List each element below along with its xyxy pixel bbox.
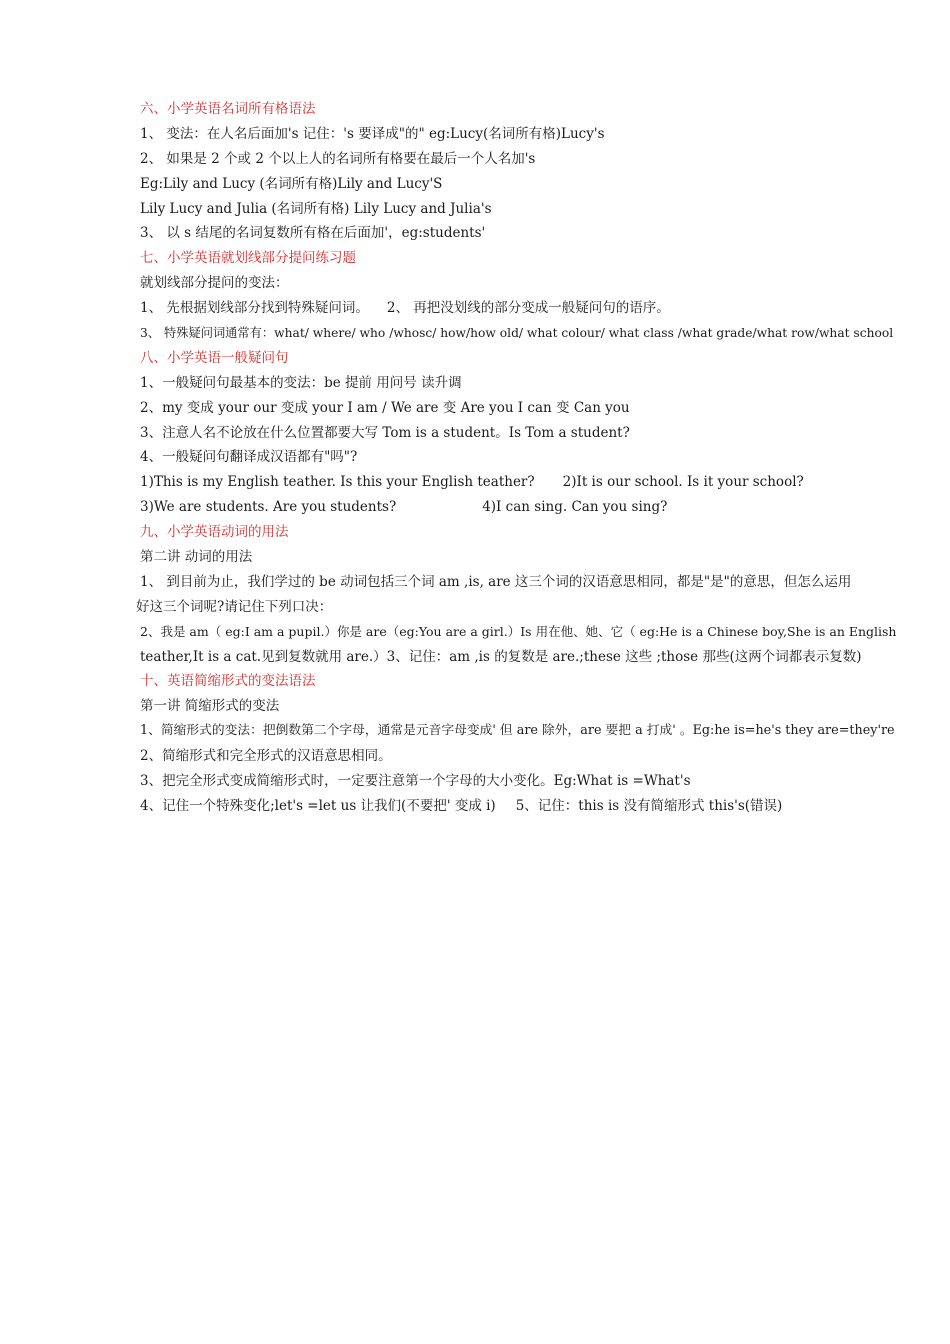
section-10-title: 十、英语简缩形式的变法语法	[140, 673, 316, 690]
section-9-line-3: 好这三个词呢?请记住下列口决：	[136, 598, 333, 615]
section-7-line-1: 就划线部分提问的变法：	[140, 275, 289, 292]
section-7-line-2a: 1、 先根据划线部分找到特殊疑问词。	[140, 300, 369, 317]
section-9-line-1: 第二讲 动词的用法	[140, 549, 253, 566]
section-10-line-2: 1、简缩形式的变法：把倒数第二个字母，通常是元音字母变成' 但 are 除外，are 要把 a 打成' 。Eg:he is=he's they are=they're	[140, 723, 895, 739]
section-6-line-2: 2、 如果是 2 个或 2 个以上人的名词所有格要在最后一个人名加's	[140, 150, 536, 167]
section-6-line-1: 1、 变法：在人名后面加's 记住：'s 要译成"的" eg:Lucy(名词所有格)Lucy's	[140, 125, 605, 142]
section-8-line-6	[136, 495, 896, 520]
section-8-example-4: 4)I can sing. Can you sing?	[482, 499, 668, 516]
section-10-line-5a: 4、记住一个特殊变化;let's =let us 让我们(不要把' 变成 i)	[140, 797, 496, 814]
section-8-line-2: 2、my 变成 your our 变成 your I am / We are 变 Are you I can 变 Can you	[140, 399, 630, 416]
section-7-line-3: 3、 特殊疑问词通常有：what/ where/ who /whosc/ how/how old/ what colour/ what class /what grade/what row/what school	[140, 326, 894, 341]
section-8-example-1: 1)This is my English teather. Is this your English teather?	[140, 474, 535, 491]
section-10-line-5b: 5、记住：this is 没有简缩形式 this's(错误)	[515, 797, 783, 814]
section-9-line-5: teather,It is a cat.见到复数就用 are.）3、记住：am ,is 的复数是 are.;these 这些 ;those 那些(这两个词都表示复数)	[140, 648, 862, 665]
section-8-example-2: 2)It is our school. Is it your school?	[562, 474, 804, 491]
section-7-title: 七、小学英语就划线部分提问练习题	[140, 250, 356, 267]
section-6-line-5: 3、 以 s 结尾的名词复数所有格在后面加'，eg:students'	[140, 225, 486, 242]
section-6-title: 六、小学英语名词所有格语法	[140, 101, 316, 117]
section-6-line-4: Lily Lucy and Julia (名词所有格) Lily Lucy and Julia's	[140, 200, 492, 217]
section-7-line-2	[136, 296, 896, 321]
section-10-line-3: 2、简缩形式和完全形式的汉语意思相同。	[140, 748, 392, 765]
section-10-line-5	[136, 794, 896, 819]
section-8-line-3: 3、注意人名不论放在什么位置都要大写 Tom is a student。Is Tom a student?	[140, 424, 630, 441]
section-9-title: 九、小学英语动词的用法	[140, 524, 289, 541]
section-8-example-3: 3)We are students. Are you students?	[140, 499, 397, 516]
section-9-line-2: 1、 到目前为止，我们学过的 be 动词包括三个词 am ,is, are 这三个词的汉语意思相同，都是"是"的意思，但怎么运用	[140, 573, 852, 590]
section-7-line-2b: 2、 再把没划线的部分变成一般疑问句的语序。	[386, 300, 670, 317]
section-10-line-1: 第一讲 简缩形式的变法	[140, 698, 280, 715]
section-8-title: 八、小学英语一般疑问句	[140, 349, 289, 366]
section-8-line-1: 1、一般疑问句最基本的变法：be 提前 用问号 读升调	[140, 374, 462, 391]
section-9-line-4: 2、我是 am（ eg:I am a pupil.）你是 are（eg:You are a girl.）Is 用在他、她、它（ eg:He is a Chinese boy,She is an English	[140, 623, 897, 639]
section-6-line-3: Eg:Lily and Lucy (名词所有格)Lily and Lucy'S	[140, 175, 443, 192]
section-8-line-4: 4、一般疑问句翻译成汉语都有"吗"?	[140, 449, 358, 466]
section-8-line-5	[136, 470, 896, 495]
document-body	[136, 97, 896, 819]
section-10-line-4: 3、把完全形式变成简缩形式时，一定要注意第一个字母的大小变化。Eg:What is =What's	[140, 773, 691, 790]
